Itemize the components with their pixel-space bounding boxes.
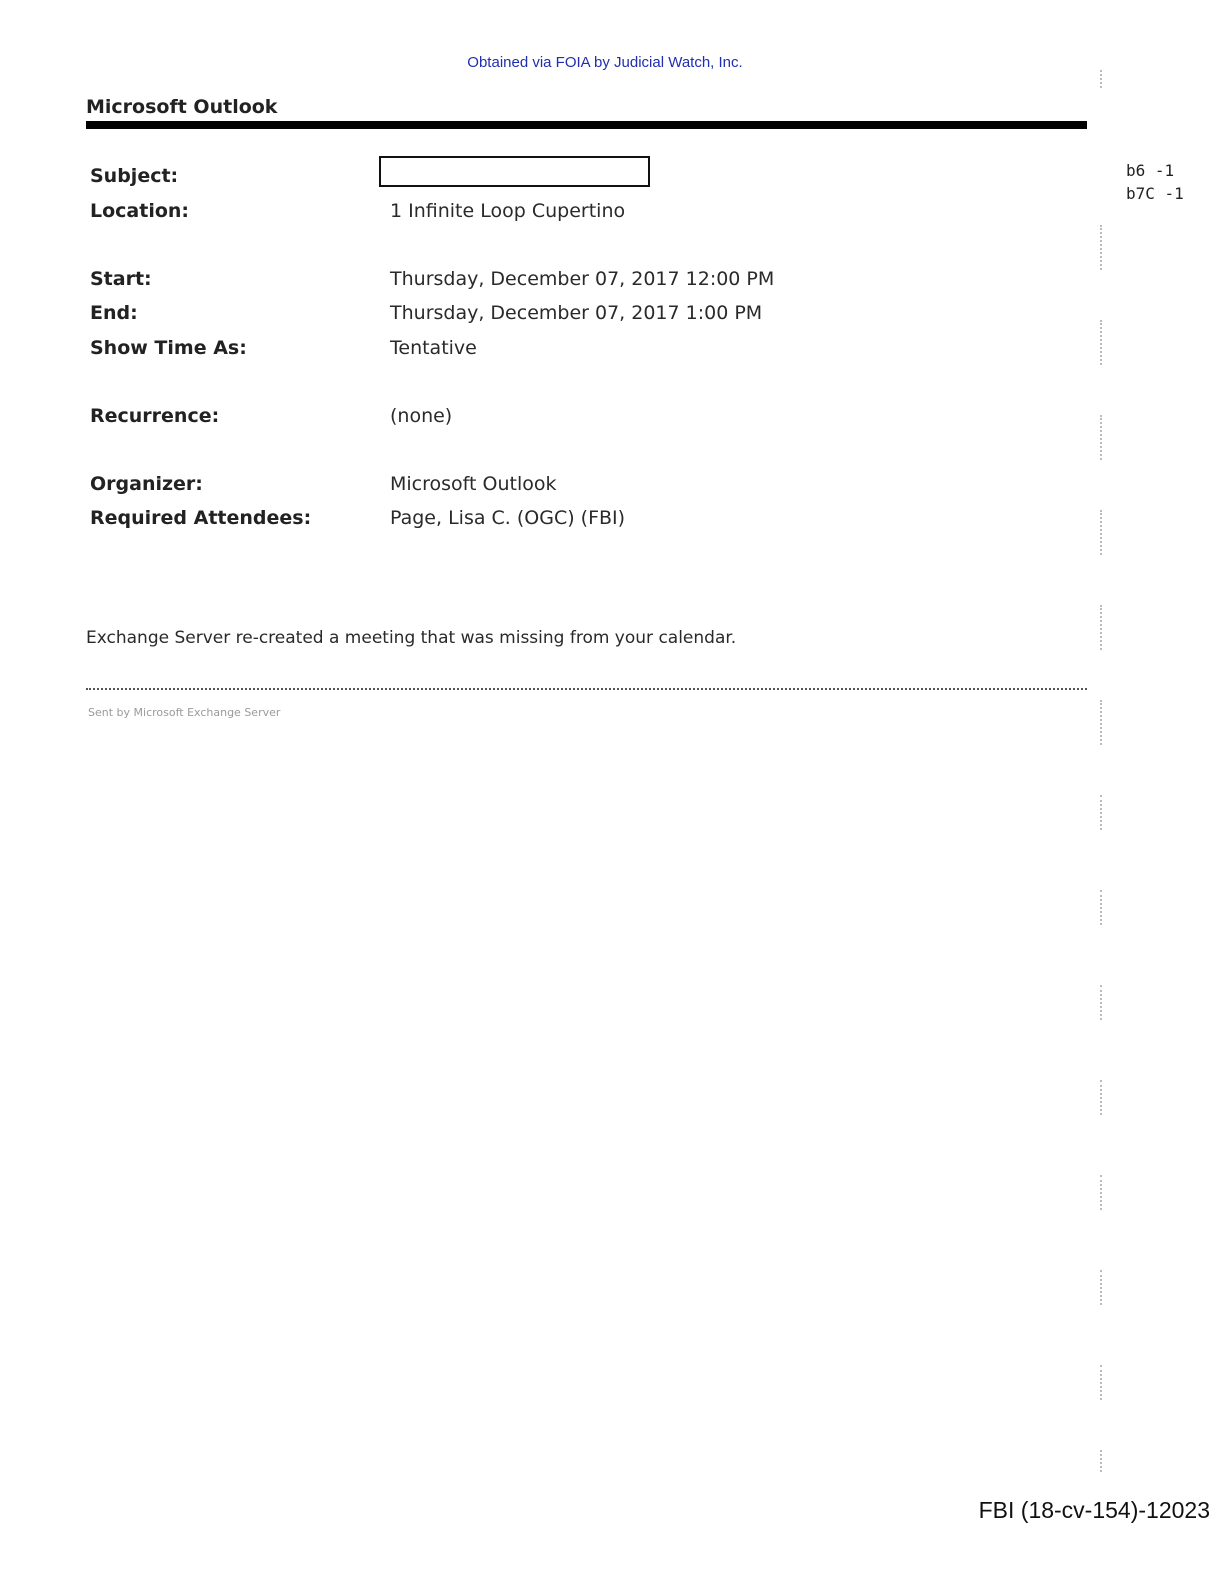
- title-rule: [86, 121, 1087, 129]
- margin-dots: [1100, 70, 1102, 88]
- recurrence-value: (none): [390, 405, 453, 427]
- location-label: Location:: [90, 200, 190, 222]
- foia-watermark: Obtained via FOIA by Judicial Watch, Inc.: [467, 54, 743, 71]
- start-label: Start:: [90, 268, 152, 290]
- margin-dots: [1100, 985, 1102, 1020]
- margin-dots: [1100, 795, 1102, 830]
- app-title: Microsoft Outlook: [86, 96, 278, 118]
- message-body: Exchange Server re-created a meeting that was missing from your calendar.: [86, 628, 737, 648]
- required-attendees-value: Page, Lisa C. (OGC) (FBI): [390, 507, 626, 529]
- margin-dots: [1100, 1450, 1102, 1472]
- start-value: Thursday, December 07, 2017 12:00 PM: [390, 268, 775, 290]
- margin-dots: [1100, 890, 1102, 925]
- end-value: Thursday, December 07, 2017 1:00 PM: [390, 302, 763, 324]
- recurrence-label: Recurrence:: [90, 405, 220, 427]
- dotted-divider: [86, 688, 1087, 690]
- subject-label: Subject:: [90, 165, 179, 187]
- footer-note: Sent by Microsoft Exchange Server: [88, 706, 281, 719]
- margin-dots: [1100, 320, 1102, 365]
- exemption-code: b7C -1: [1126, 184, 1184, 203]
- redaction-box: [379, 156, 650, 187]
- required-attendees-label: Required Attendees:: [90, 507, 312, 529]
- exemption-code: b6 -1: [1126, 161, 1175, 180]
- margin-dots: [1100, 225, 1102, 270]
- bates-number: FBI (18-cv-154)-12023: [978, 1497, 1210, 1523]
- margin-dots: [1100, 510, 1102, 555]
- show-time-as-value: Tentative: [390, 337, 477, 359]
- margin-dots: [1100, 415, 1102, 460]
- show-time-as-label: Show Time As:: [90, 337, 247, 359]
- end-label: End:: [90, 302, 138, 324]
- organizer-value: Microsoft Outlook: [390, 473, 557, 495]
- margin-dots: [1100, 605, 1102, 650]
- margin-dots: [1100, 1270, 1102, 1305]
- margin-dots: [1100, 1175, 1102, 1210]
- location-value: 1 Infinite Loop Cupertino: [390, 200, 626, 222]
- margin-dots: [1100, 1365, 1102, 1400]
- organizer-label: Organizer:: [90, 473, 203, 495]
- margin-dots: [1100, 1080, 1102, 1115]
- margin-dots: [1100, 700, 1102, 745]
- exemption-codes: [1126, 159, 1184, 205]
